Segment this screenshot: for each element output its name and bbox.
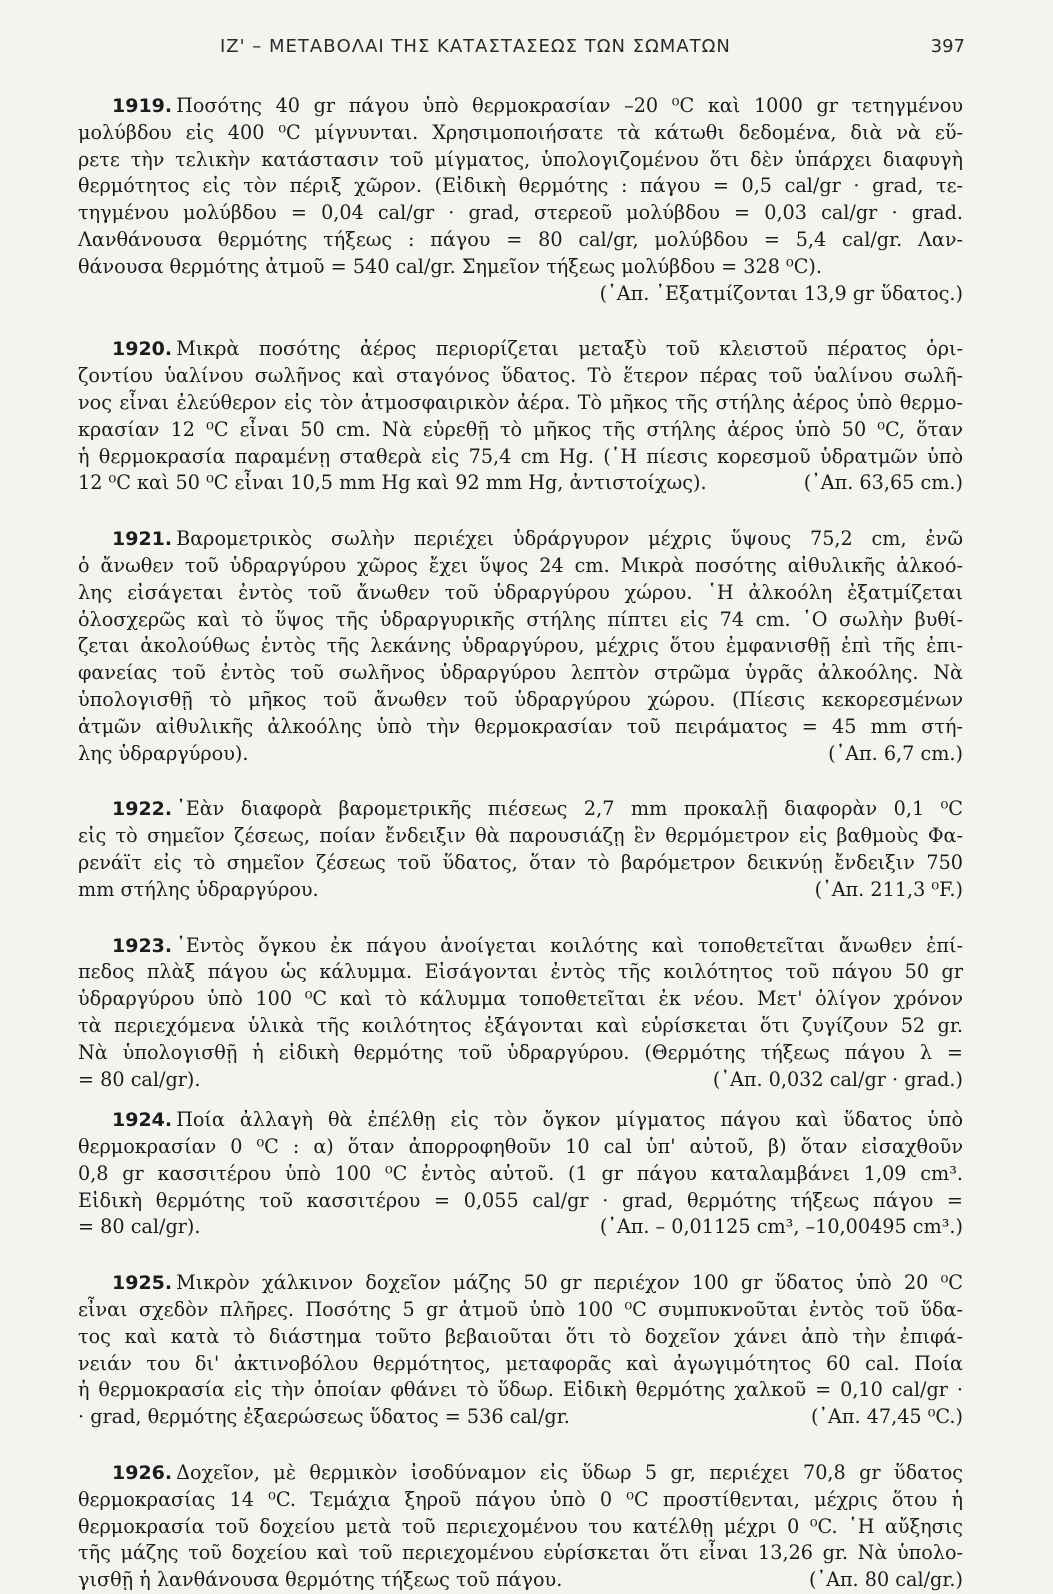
- problem-text: πεδος πλὰξ πάγου ὡς κάλυμμα. Εἰσάγονται ἐντὸς τῆς κοιλότητος τοῦ πάγου 50 gr: [78, 960, 963, 984]
- problem-text: θερμοκρασίας 14 ⁰C. Τεμάχια ξηροῦ πάγου ὑπὸ 0 ⁰C προστίθενται, μέχρις ὅτου ἡ: [78, 1487, 963, 1511]
- problem-line: [78, 1040, 963, 1067]
- problem-text: τῆς μάζης τοῦ δοχείου καὶ τοῦ περιεχομένου εὑρίσκεται ὅτι εἶναι 13,26 gr. Νὰ ὑπολο-: [78, 1541, 963, 1565]
- problem-line: [78, 1567, 963, 1594]
- problem-1926: [78, 1460, 963, 1594]
- problem-text: θάνουσα θερμότης ἀτμοῦ = 540 cal/gr. Σημεῖον τήξεως μολύβδου = 328 ⁰C).: [78, 254, 822, 278]
- answer-text: (᾿Απ. 63,65 cm.): [803, 471, 963, 495]
- problem-line: [78, 254, 963, 281]
- problem-text: ὑδραργύρου ὑπὸ 100 ⁰C καὶ τὸ κάλυμμα τοποθετεῖται ἐκ νέου. Μετ' ὀλίγον χρόνον: [78, 987, 963, 1011]
- problem-line: [78, 877, 963, 904]
- problem-text: ᾿Εντὸς ὄγκου ἐκ πάγου ἀνοίγεται κοιλότης καὶ τοποθετεῖται ἄνωθεν ἐπί-: [176, 933, 963, 957]
- problem-line: [78, 120, 963, 147]
- problem-1924: [78, 1107, 963, 1241]
- problem-line: [78, 933, 963, 960]
- problem-text: νειάν του δι' ἀκτινοβόλου θερμότητος, μεταφορᾶς καὶ ἀγωγιμότητος 60 cal. Ποία: [78, 1351, 963, 1375]
- answer-text: (᾿Απ. 47,45 ⁰C.): [810, 1405, 963, 1429]
- problem-line: [78, 1067, 963, 1094]
- problem-line: [78, 227, 963, 254]
- problem-text: εἶναι σχεδὸν πλῆρες. Ποσότης 5 gr ἀτμοῦ ὑπὸ 100 ⁰C συμπυκνοῦται ἐντὸς τοῦ ὕδα-: [78, 1298, 963, 1322]
- answer-text: (᾿Απ. 0,032 cal/gr · grad.): [712, 1067, 963, 1091]
- problem-line: [78, 1134, 963, 1161]
- problem-text: 0,8 gr κασσιτέρου ὑπὸ 100 ⁰C ἐντὸς αὐτοῦ. (1 gr πάγου καταλαμβάνει 1,09 cm³.: [78, 1161, 963, 1185]
- problem-text: 12 ⁰C καὶ 50 ⁰C εἶναι 10,5 mm Hg καὶ 92 mm Hg, ἀντιστοίχως).: [78, 471, 707, 495]
- problem-line: [78, 390, 963, 417]
- problem-text: τὰ περιεχόμενα ὑλικὰ τῆς κοιλότητος ἐξάγονται καὶ εὑρίσκεται ὅτι ζυγίζουν 52 gr.: [78, 1013, 963, 1037]
- problem-line: [78, 1214, 963, 1241]
- answer-text: (᾿Απ. ᾿Εξατμίζονται 13,9 gr ὕδατος.): [599, 281, 963, 305]
- problem-line: [78, 417, 963, 444]
- page-number: 397: [930, 36, 965, 57]
- problem-line: [78, 959, 963, 986]
- problem-line: [78, 823, 963, 850]
- problem-text: ἡ θερμοκρασία εἰς τὴν ὁποίαν φθάνει τὸ ὕδωρ. Εἰδικὴ θερμότης χαλκοῦ = 0,10 cal/gr ·: [78, 1378, 963, 1402]
- problem-number: 1922.: [112, 798, 173, 821]
- problem-text: = 80 cal/gr).: [78, 1067, 201, 1091]
- answer-text: (᾿Απ. – 0,01125 cm³, –10,00495 cm³.): [599, 1215, 963, 1239]
- problem-line: [78, 1161, 963, 1188]
- problem-line: [78, 986, 963, 1013]
- problem-text: ᾿Εὰν διαφορὰ βαρομετρικῆς πιέσεως 2,7 mm προκαλῇ διαφορὰν 0,1 ⁰C: [176, 797, 963, 821]
- problem-line: [78, 1487, 963, 1514]
- problem-text: εἰς τὸ σημεῖον ζέσεως, ποίαν ἔνδειξιν θὰ παρουσιάζῃ ἓν θερμόμετρον εἰς βαθμοὺς Φα-: [78, 824, 963, 848]
- answer-text: (᾿Απ. 6,7 cm.): [828, 741, 963, 765]
- problem-text: κρασίαν 12 ⁰C εἶναι 50 cm. Νὰ εὑρεθῇ τὸ μῆκος τῆς στήλης ἀέρος ὑπὸ 50 ⁰C, ὅταν: [78, 417, 963, 441]
- problem-text: Βαρομετρικὸς σωλὴν περιέχει ὑδράργυρον μέχρις ὕψους 75,2 cm, ἐνῶ: [176, 527, 963, 551]
- problem-line: [78, 1460, 963, 1487]
- problem-line: [78, 363, 963, 390]
- problem-line: [78, 1188, 963, 1215]
- running-header: [80, 36, 970, 66]
- problem-line: [78, 336, 963, 363]
- problem-text: · grad, θερμότης ἐξαερώσεως ὕδατος = 536 cal/gr.: [78, 1405, 570, 1429]
- problem-number: 1924.: [112, 1109, 173, 1132]
- problem-number: 1920.: [112, 338, 173, 361]
- problem-text: λης ὑδραργύρου).: [78, 741, 249, 765]
- problem-text: ζοντίου ὑαλίνου σωλῆνος καὶ σταγόνος ὕδατος. Τὸ ἕτερον πέρας τοῦ ὑαλίνου σωλῆ-: [78, 364, 963, 388]
- problem-number: 1923.: [112, 934, 173, 957]
- problem-line: [78, 1297, 963, 1324]
- problem-line: [78, 1514, 963, 1541]
- answer-text: (᾿Απ. 80 cal/gr.): [809, 1568, 963, 1592]
- problem-line: [78, 147, 963, 174]
- problem-text: mm στήλης ὑδραργύρου.: [78, 877, 319, 901]
- problem-text: Εἰδικὴ θερμότης τοῦ κασσιτέρου = 0,055 cal/gr · grad, θερμότης τήξεως πάγου =: [78, 1188, 963, 1212]
- problem-text: μολύβδου εἰς 400 ⁰C μίγνυνται. Χρησιμοποιήσατε τὰ κάτωθι δεδομένα, διὰ νὰ εὕ-: [78, 120, 963, 144]
- problem-text: Μικρὸν χάλκινον δοχεῖον μάζης 50 gr περιέχον 100 gr ὕδατος ὑπὸ 20 ⁰C: [176, 1271, 963, 1295]
- problem-text: θερμοκρασία τοῦ δοχείου μετὰ τοῦ περιεχομένου του κατέλθῃ μέχρι 0 ⁰C. ῾Η αὔξησις: [78, 1514, 963, 1538]
- problem-text: Ποσότης 40 gr πάγου ὑπὸ θερμοκρασίαν –20 ⁰C καὶ 1000 gr τετηγμένου: [176, 94, 963, 117]
- problem-line: [78, 633, 963, 660]
- problem-line: [78, 1351, 963, 1378]
- problem-line: [78, 173, 963, 200]
- problem-number: 1921.: [112, 528, 173, 551]
- problem-line: [78, 200, 963, 227]
- problem-line: [78, 850, 963, 877]
- problem-line: [78, 1324, 963, 1351]
- problem-text: ζεται ἀκολούθως ἐντὸς τῆς λεκάνης ὑδραργύρου, μέχρις ὅτου ἐμφανισθῇ ἐπὶ τῆς ἐπι-: [78, 634, 963, 658]
- problem-text: ἡ θερμοκρασία παραμένῃ σταθερὰ εἰς 75,4 cm Hg. (῾Η πίεσις κορεσμοῦ ὑδρατμῶν ὑπὸ: [78, 444, 963, 468]
- problem-1920: [78, 336, 963, 497]
- problem-line: [78, 526, 963, 553]
- problem-text: ἀτμῶν αἰθυλικῆς ἀλκοόλης ὑπὸ τὴν θερμοκρασίαν τοῦ πειράματος = 45 mm στή-: [78, 714, 963, 738]
- problem-text: θερμότητος εἰς τὸν πέριξ χῶρον. (Εἰδικὴ θερμότης : πάγου = 0,5 cal/gr · grad, τε-: [78, 174, 963, 198]
- problem-line: [78, 553, 963, 580]
- chapter-title: ΙΖ' – ΜΕΤΑΒΟΛΑΙ ΤΗΣ ΚΑΤΑΣΤΑΣΕΩΣ ΤΩΝ ΣΩΜΑΤΩΝ: [220, 36, 731, 57]
- problem-number: 1925.: [112, 1272, 173, 1295]
- problem-text: γισθῇ ἡ λανθάνουσα θερμότης τήξεως τοῦ πάγου.: [78, 1568, 563, 1592]
- problem-number: 1919.: [112, 95, 173, 117]
- problem-1923: [78, 933, 963, 1094]
- problem-text: φανείας τοῦ ἐντὸς τοῦ σωλῆνος ὑδραργύρου λεπτὸν στρῶμα ὑγρᾶς ἀλκοόλης. Νὰ: [78, 661, 963, 685]
- problem-text: Νὰ ὑπολογισθῇ ἡ εἰδικὴ θερμότης τοῦ ὑδραργύρου. (Θερμότης τήξεως πάγου λ =: [78, 1040, 963, 1064]
- problem-number: 1926.: [112, 1462, 173, 1485]
- problem-line: [78, 1107, 963, 1134]
- problem-text: ὑπολογισθῇ τὸ μῆκος τοῦ ἄνωθεν τοῦ ὑδραργύρου χώρου. (Πίεσις κεκορεσμένων: [78, 687, 963, 711]
- problem-text: ὁ ἄνωθεν τοῦ ὑδραργύρου χῶρος ἔχει ὕψος 24 cm. Μικρὰ ποσότης αἰθυλικῆς ἀλκοό-: [78, 553, 963, 577]
- problem-line: [78, 1270, 963, 1297]
- problem-text: ὁλοσχερῶς καὶ τὸ ὕψος τῆς ὑδραργυρικῆς στήλης πίπτει εἰς 74 cm. ῾Ο σωλὴν βυθί-: [78, 607, 963, 631]
- problem-text: Δοχεῖον, μὲ θερμικὸν ἰσοδύναμον εἰς ὕδωρ 5 gr, περιέχει 70,8 gr ὕδατος: [176, 1461, 963, 1485]
- problem-text: θερμοκρασίαν 0 ⁰C : α) ὅταν ἀπορροφηθοῦν 10 cal ὑπ' αὐτοῦ, β) ὅταν εἰσαχθοῦν: [78, 1135, 963, 1159]
- problems-list: [78, 93, 963, 1594]
- problem-line: [78, 1013, 963, 1040]
- problem-text: τηγμένου μολύβδου = 0,04 cal/gr · grad, στερεοῦ μολύβδου = 0,03 cal/gr · grad.: [78, 201, 963, 225]
- problem-line: [78, 580, 963, 607]
- problem-text: = 80 cal/gr).: [78, 1215, 201, 1239]
- problem-1925: [78, 1270, 963, 1431]
- problem-line: [78, 796, 963, 823]
- problem-line: [78, 93, 963, 120]
- problem-line: [78, 660, 963, 687]
- problem-line: [78, 1377, 963, 1404]
- problem-1919: [78, 93, 963, 307]
- problem-line: [78, 714, 963, 741]
- problem-line: [78, 741, 963, 768]
- problem-line: [78, 687, 963, 714]
- problem-line: [78, 444, 963, 471]
- problem-1922: [78, 796, 963, 903]
- problem-line: [78, 1404, 963, 1431]
- problem-text: λης εἰσάγεται ἐντὸς τοῦ ἄνωθεν τοῦ ὑδραργύρου χώρου. ῾Η ἀλκοόλη ἐξατμίζεται: [78, 580, 963, 604]
- problem-line: [78, 470, 963, 497]
- problem-text: Μικρὰ ποσότης ἀέρος περιορίζεται μεταξὺ τοῦ κλειστοῦ πέρατος ὁρι-: [176, 337, 963, 361]
- problem-line: [78, 607, 963, 634]
- answer-text: (᾿Απ. 211,3 ⁰F.): [814, 877, 963, 901]
- problem-text: νος εἶναι ἐλεύθερον εἰς τὸν ἀτμοσφαιρικὸν ἀέρα. Τὸ μῆκος τῆς στήλης ἀέρος ὑπὸ θερμο-: [78, 390, 963, 414]
- problem-text: ρετε τὴν τελικὴν κατάστασιν τοῦ μίγματος, ὑπολογιζομένου ὅτι δὲν ὑπάρχει διαφυγὴ: [78, 147, 963, 171]
- problem-1921: [78, 526, 963, 767]
- problem-text: τος καὶ κατὰ τὸ διάστημα τοῦτο βεβαιοῦται ὅτι τὸ δοχεῖον χάνει ἀπὸ τὴν ἐπιφά-: [78, 1324, 963, 1348]
- problem-text: ρενάϊτ εἰς τὸ σημεῖον ζέσεως τοῦ ὕδατος, ὅταν τὸ βαρόμετρον δεικνύῃ ἔνδειξιν 750: [78, 850, 963, 874]
- problem-line: [78, 1540, 963, 1567]
- problem-text: Λανθάνουσα θερμότης τήξεως : πάγου = 80 cal/gr, μολύβδου = 5,4 cal/gr. Λαν-: [78, 227, 963, 251]
- problem-text: Ποία ἀλλαγὴ θὰ ἐπέλθῃ εἰς τὸν ὄγκον μίγματος πάγου καὶ ὕδατος ὑπὸ: [176, 1108, 963, 1132]
